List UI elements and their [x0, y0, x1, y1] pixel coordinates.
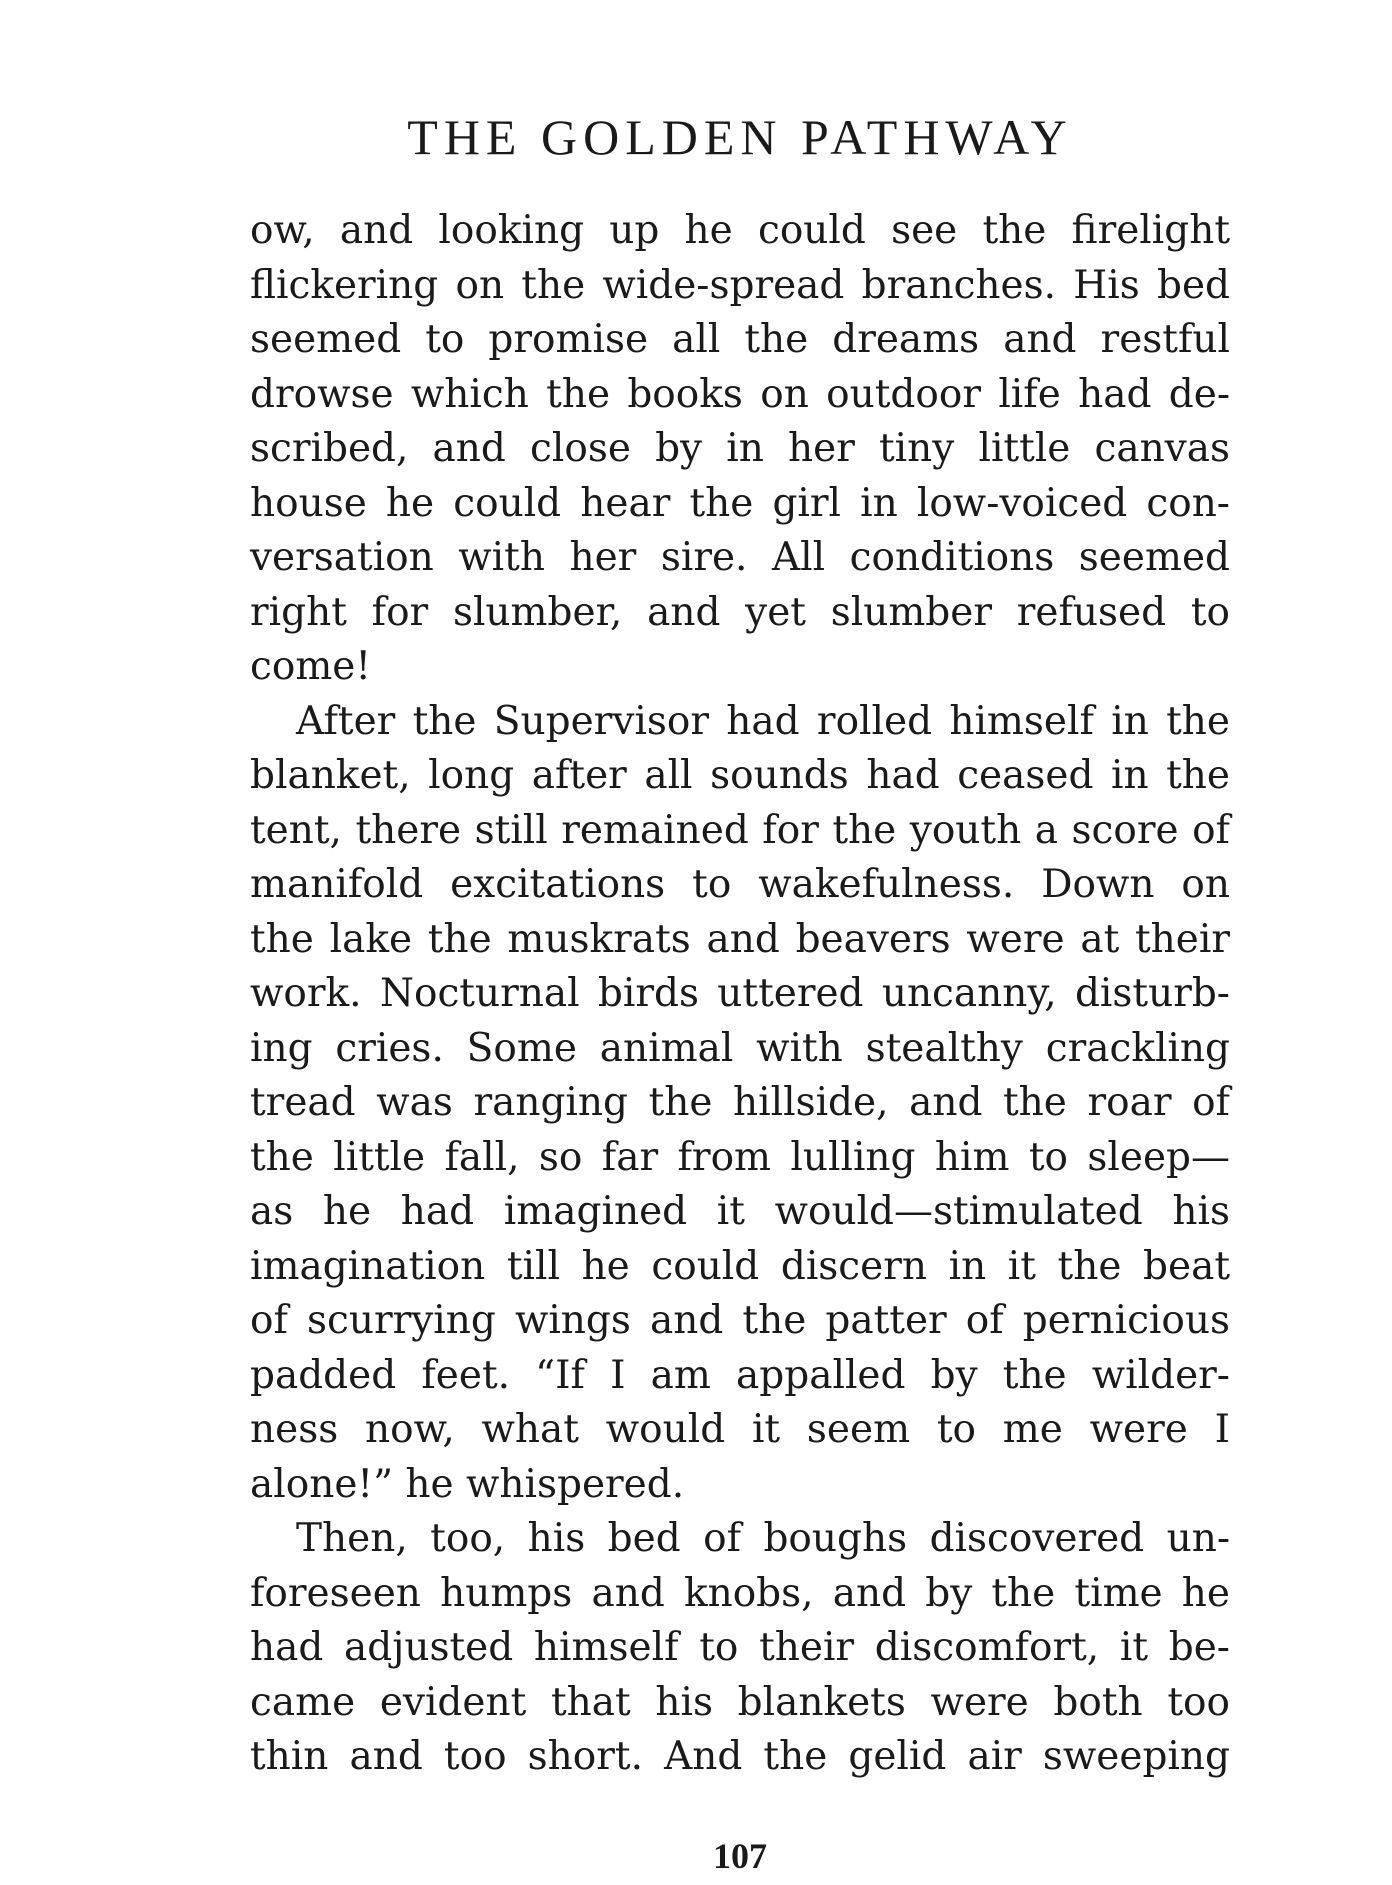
text-line: thin and too short. And the gelid air sweeping [250, 1734, 1230, 1779]
text-line: drowse which the books on outdoor life had de- [250, 371, 1230, 417]
page-number: 107 [713, 1836, 767, 1876]
text-line: Then, too, his bed of boughs discovered un- [296, 1516, 1230, 1561]
text-line: seemed to promise all the dreams and restful [250, 317, 1230, 362]
body-text [250, 204, 1230, 1785]
text-line: right for slumber, and yet slumber refused to [250, 589, 1230, 635]
text-line: house he could hear the girl in low-voiced con- [250, 480, 1230, 526]
text-line: foreseen humps and knobs, and by the time he [250, 1570, 1230, 1616]
text-line: work. Nocturnal birds uttered uncanny, disturb- [250, 971, 1230, 1016]
text-line: come! [250, 644, 372, 689]
text-line: flickering on the wide-spread branches. His bed [250, 262, 1230, 308]
text-line: the lake the muskrats and beavers were at their [250, 916, 1230, 962]
text-line: manifold excitations to wakefulness. Down on [250, 862, 1230, 907]
text-line: alone!” he whispered. [250, 1461, 685, 1507]
text-line: versation with her sire. All conditions seemed [250, 535, 1230, 580]
text-line: tread was ranging the hillside, and the roar of [250, 1080, 1230, 1125]
text-line: padded feet. “If I am appalled by the wilder- [250, 1352, 1230, 1398]
text-line: of scurrying wings and the patter of pernicious [250, 1298, 1230, 1343]
text-line: scribed, and close by in her tiny little canvas [250, 426, 1230, 471]
text-line: imagination till he could discern in it the beat [250, 1243, 1230, 1289]
text-line: ing cries. Some animal with stealthy crackling [250, 1025, 1230, 1071]
text-line: came evident that his blankets were both too [250, 1679, 1230, 1725]
text-line: the little fall, so far from lulling him to sleep— [250, 1134, 1230, 1180]
running-head: THE GOLDEN PATHWAY [407, 109, 1073, 165]
text-line: After the Supervisor had rolled himself in the [296, 698, 1230, 744]
text-line: tent, there still remained for the youth a score of [250, 807, 1230, 853]
text-line: had adjusted himself to their discomfort, it be- [250, 1625, 1230, 1670]
text-line: ness now, what would it seem to me were I [250, 1407, 1230, 1452]
text-line: ow, and looking up he could see the firelight [250, 208, 1230, 253]
text-line: blanket, long after all sounds had ceased in the [250, 753, 1230, 798]
text-line: as he had imagined it would—stimulated his [250, 1189, 1230, 1234]
